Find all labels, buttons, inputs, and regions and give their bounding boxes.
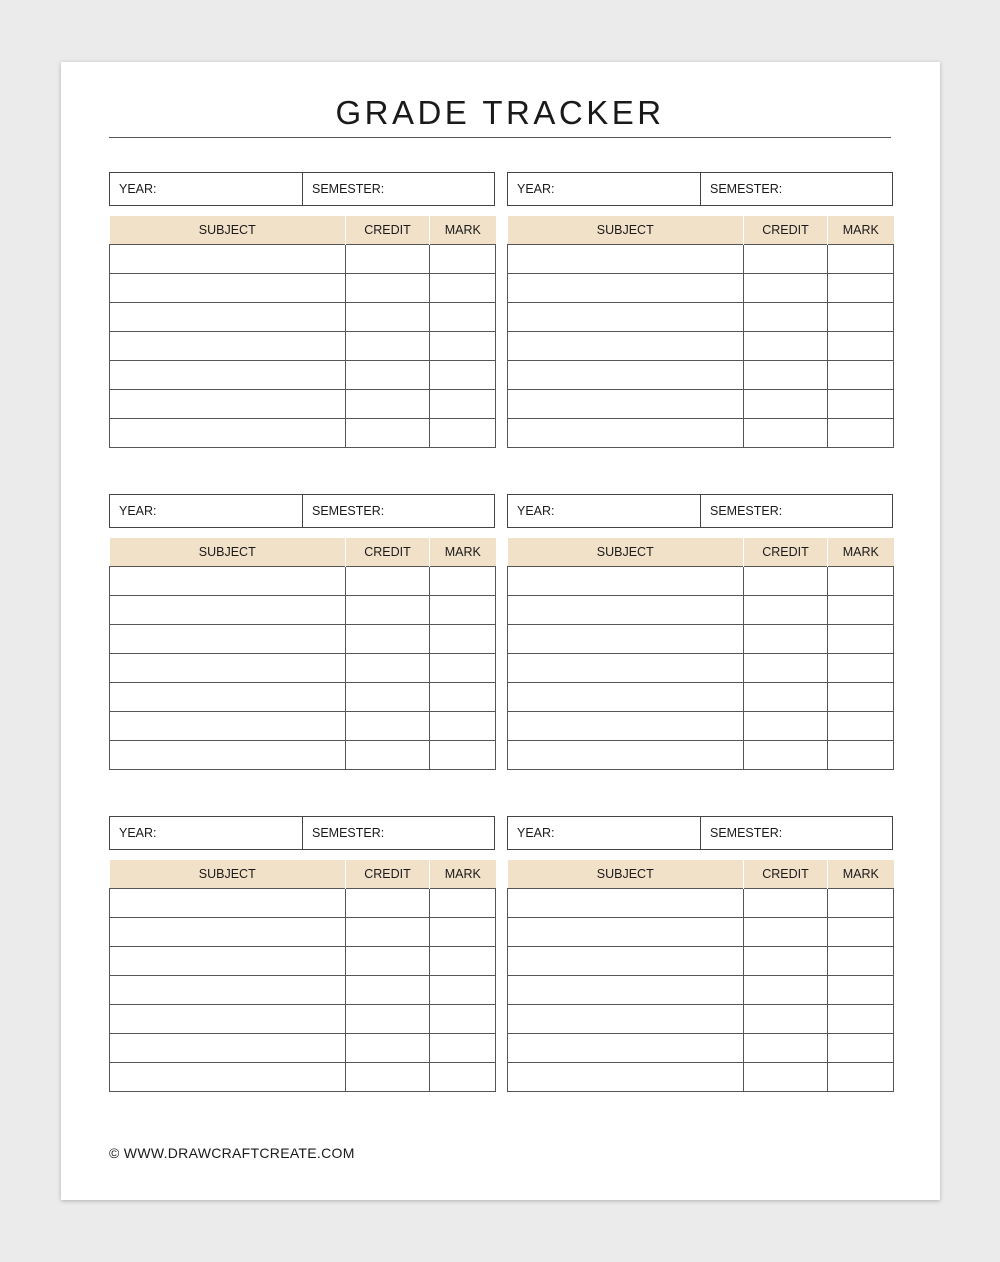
mark-cell[interactable] [430, 596, 496, 625]
page-title: GRADE TRACKER [335, 94, 665, 131]
credit-cell[interactable] [346, 419, 430, 448]
mark-cell[interactable] [430, 1005, 496, 1034]
subject-cell[interactable] [508, 245, 744, 274]
mark-cell[interactable] [430, 1063, 496, 1092]
credit-cell[interactable] [346, 567, 430, 596]
subject-cell[interactable] [110, 918, 346, 947]
table-row [508, 889, 894, 918]
subject-cell[interactable] [508, 683, 744, 712]
table-row [508, 947, 894, 976]
year-field[interactable] [508, 817, 701, 849]
credit-cell[interactable] [346, 596, 430, 625]
subject-header: SUBJECT [110, 860, 346, 889]
credit-cell[interactable] [346, 918, 430, 947]
mark-cell[interactable] [430, 741, 496, 770]
year-field[interactable] [110, 817, 303, 849]
credit-header: CREDIT [744, 216, 828, 245]
table-row [110, 567, 496, 596]
mark-cell[interactable] [430, 625, 496, 654]
grades-table [109, 860, 496, 1092]
semester-label: SEMESTER: [710, 182, 783, 196]
credit-cell[interactable] [744, 332, 828, 361]
mark-cell[interactable] [430, 918, 496, 947]
table-header-row [110, 216, 496, 245]
table-row [508, 567, 894, 596]
year-label: YEAR: [119, 826, 157, 840]
table-row [110, 390, 496, 419]
table-row [508, 1005, 894, 1034]
table-row [508, 625, 894, 654]
credit-cell[interactable] [346, 390, 430, 419]
mark-cell[interactable] [828, 245, 894, 274]
table-row [508, 918, 894, 947]
table-row [508, 332, 894, 361]
table-row [110, 947, 496, 976]
credit-cell[interactable] [744, 567, 828, 596]
table-header-row [508, 860, 894, 889]
table-row [110, 596, 496, 625]
credit-cell[interactable] [346, 683, 430, 712]
subject-header: SUBJECT [508, 216, 744, 245]
mark-header: MARK [430, 538, 496, 567]
year-semester-row [109, 816, 495, 850]
credit-cell[interactable] [744, 245, 828, 274]
subject-cell[interactable] [110, 274, 346, 303]
mark-cell[interactable] [828, 654, 894, 683]
table-row [508, 596, 894, 625]
mark-cell[interactable] [430, 712, 496, 741]
subject-cell[interactable] [508, 625, 744, 654]
semester-block [109, 494, 495, 770]
table-row [508, 654, 894, 683]
year-field[interactable] [508, 173, 701, 205]
mark-cell[interactable] [430, 976, 496, 1005]
year-semester-row [507, 494, 893, 528]
table-row [110, 1034, 496, 1063]
table-row [110, 419, 496, 448]
semester-label: SEMESTER: [312, 504, 385, 518]
credit-cell[interactable] [346, 976, 430, 1005]
credit-cell[interactable] [346, 1063, 430, 1092]
subject-cell[interactable] [110, 947, 346, 976]
table-header-row [110, 860, 496, 889]
credit-cell[interactable] [744, 596, 828, 625]
grades-table [507, 860, 894, 1092]
grades-table [507, 538, 894, 770]
credit-cell[interactable] [346, 1005, 430, 1034]
subject-cell[interactable] [508, 1034, 744, 1063]
mark-cell[interactable] [828, 567, 894, 596]
mark-cell[interactable] [430, 947, 496, 976]
table-row [508, 274, 894, 303]
table-row [110, 303, 496, 332]
subject-cell[interactable] [110, 596, 346, 625]
mark-cell[interactable] [430, 1034, 496, 1063]
year-label: YEAR: [517, 826, 555, 840]
table-row [110, 245, 496, 274]
credit-cell[interactable] [744, 303, 828, 332]
semester-field[interactable] [701, 173, 892, 205]
mark-header: MARK [430, 860, 496, 889]
mark-cell[interactable] [828, 947, 894, 976]
credit-cell[interactable] [744, 976, 828, 1005]
mark-cell[interactable] [828, 1005, 894, 1034]
subject-cell[interactable] [110, 654, 346, 683]
credit-cell[interactable] [744, 654, 828, 683]
mark-cell[interactable] [430, 332, 496, 361]
semester-field[interactable] [303, 495, 494, 527]
subject-cell[interactable] [110, 889, 346, 918]
subject-cell[interactable] [508, 390, 744, 419]
subject-header: SUBJECT [508, 860, 744, 889]
subject-cell[interactable] [508, 274, 744, 303]
credit-header: CREDIT [744, 538, 828, 567]
credit-cell[interactable] [346, 332, 430, 361]
subject-header: SUBJECT [110, 538, 346, 567]
subject-cell[interactable] [508, 361, 744, 390]
credit-cell[interactable] [744, 1034, 828, 1063]
mark-cell[interactable] [430, 303, 496, 332]
year-label: YEAR: [119, 182, 157, 196]
credit-cell[interactable] [744, 1005, 828, 1034]
table-row [110, 918, 496, 947]
table-row [508, 1063, 894, 1092]
credit-cell[interactable] [346, 245, 430, 274]
credit-cell[interactable] [346, 361, 430, 390]
mark-header: MARK [828, 860, 894, 889]
subject-cell[interactable] [508, 947, 744, 976]
table-row [508, 741, 894, 770]
subject-cell[interactable] [508, 332, 744, 361]
table-row [110, 976, 496, 1005]
credit-cell[interactable] [346, 1034, 430, 1063]
mark-cell[interactable] [828, 889, 894, 918]
credit-cell[interactable] [744, 274, 828, 303]
table-row [110, 274, 496, 303]
credit-cell[interactable] [346, 625, 430, 654]
mark-cell[interactable] [828, 332, 894, 361]
table-header-row [110, 538, 496, 567]
subject-header: SUBJECT [508, 538, 744, 567]
grades-table [507, 216, 894, 448]
subject-cell[interactable] [110, 245, 346, 274]
mark-cell[interactable] [828, 683, 894, 712]
credit-cell[interactable] [744, 1063, 828, 1092]
mark-cell[interactable] [430, 683, 496, 712]
grades-table [109, 216, 496, 448]
subject-cell[interactable] [508, 712, 744, 741]
mark-cell[interactable] [430, 390, 496, 419]
year-semester-row [109, 494, 495, 528]
table-row [508, 683, 894, 712]
credit-cell[interactable] [744, 741, 828, 770]
table-row [110, 625, 496, 654]
subject-cell[interactable] [508, 419, 744, 448]
mark-cell[interactable] [828, 1063, 894, 1092]
mark-cell[interactable] [430, 654, 496, 683]
subject-cell[interactable] [110, 1005, 346, 1034]
subject-cell[interactable] [508, 654, 744, 683]
credit-header: CREDIT [744, 860, 828, 889]
subject-cell[interactable] [508, 889, 744, 918]
table-row [508, 303, 894, 332]
mark-cell[interactable] [430, 567, 496, 596]
year-label: YEAR: [517, 182, 555, 196]
semester-block [109, 172, 495, 448]
credit-cell[interactable] [744, 712, 828, 741]
year-label: YEAR: [517, 504, 555, 518]
mark-cell[interactable] [828, 741, 894, 770]
table-row [110, 1005, 496, 1034]
credit-cell[interactable] [744, 889, 828, 918]
subject-cell[interactable] [110, 361, 346, 390]
title-divider [109, 137, 891, 138]
table-header-row [508, 216, 894, 245]
year-field[interactable] [110, 173, 303, 205]
subject-cell[interactable] [110, 419, 346, 448]
semester-field[interactable] [701, 495, 892, 527]
table-row [110, 654, 496, 683]
mark-cell[interactable] [430, 889, 496, 918]
subject-header: SUBJECT [110, 216, 346, 245]
table-row [508, 361, 894, 390]
semester-label: SEMESTER: [312, 182, 385, 196]
credit-cell[interactable] [744, 918, 828, 947]
table-header-row [508, 538, 894, 567]
credit-cell[interactable] [346, 712, 430, 741]
year-semester-row [507, 172, 893, 206]
semester-block [507, 172, 893, 448]
table-row [110, 889, 496, 918]
mark-header: MARK [430, 216, 496, 245]
table-row [508, 245, 894, 274]
subject-cell[interactable] [508, 1063, 744, 1092]
subject-cell[interactable] [110, 390, 346, 419]
grades-table [109, 538, 496, 770]
subject-cell[interactable] [508, 567, 744, 596]
mark-cell[interactable] [828, 419, 894, 448]
subject-cell[interactable] [110, 741, 346, 770]
mark-cell[interactable] [430, 361, 496, 390]
mark-cell[interactable] [828, 361, 894, 390]
subject-cell[interactable] [110, 683, 346, 712]
subject-cell[interactable] [110, 1034, 346, 1063]
table-row [508, 976, 894, 1005]
subject-cell[interactable] [110, 332, 346, 361]
table-row [508, 712, 894, 741]
subject-cell[interactable] [110, 625, 346, 654]
credit-cell[interactable] [346, 274, 430, 303]
credit-header: CREDIT [346, 216, 430, 245]
mark-cell[interactable] [828, 712, 894, 741]
table-row [508, 390, 894, 419]
website-footer: © WWW.DRAWCRAFTCREATE.COM [109, 1145, 355, 1161]
mark-cell[interactable] [828, 918, 894, 947]
semester-block [109, 816, 495, 1092]
semester-field[interactable] [303, 173, 494, 205]
mark-cell[interactable] [430, 274, 496, 303]
mark-cell[interactable] [828, 274, 894, 303]
year-field[interactable] [110, 495, 303, 527]
mark-cell[interactable] [430, 419, 496, 448]
mark-cell[interactable] [828, 976, 894, 1005]
subject-cell[interactable] [508, 741, 744, 770]
subject-cell[interactable] [110, 1063, 346, 1092]
subject-cell[interactable] [508, 303, 744, 332]
credit-cell[interactable] [744, 625, 828, 654]
credit-cell[interactable] [744, 947, 828, 976]
year-label: YEAR: [119, 504, 157, 518]
semester-label: SEMESTER: [710, 504, 783, 518]
subject-cell[interactable] [508, 596, 744, 625]
subject-cell[interactable] [110, 712, 346, 741]
semester-block [507, 816, 893, 1092]
subject-cell[interactable] [110, 567, 346, 596]
semester-block [507, 494, 893, 770]
year-semester-row [507, 816, 893, 850]
table-row [110, 741, 496, 770]
mark-cell[interactable] [828, 303, 894, 332]
table-row [110, 361, 496, 390]
subject-cell[interactable] [110, 303, 346, 332]
mark-cell[interactable] [828, 596, 894, 625]
credit-cell[interactable] [346, 303, 430, 332]
semester-label: SEMESTER: [312, 826, 385, 840]
table-row [110, 1063, 496, 1092]
table-row [110, 683, 496, 712]
table-row [508, 1034, 894, 1063]
credit-cell[interactable] [744, 683, 828, 712]
table-row [110, 332, 496, 361]
mark-cell[interactable] [430, 245, 496, 274]
credit-cell[interactable] [346, 889, 430, 918]
mark-cell[interactable] [828, 390, 894, 419]
credit-cell[interactable] [346, 741, 430, 770]
subject-cell[interactable] [508, 1005, 744, 1034]
subject-cell[interactable] [508, 918, 744, 947]
credit-cell[interactable] [744, 419, 828, 448]
mark-header: MARK [828, 538, 894, 567]
semester-field[interactable] [701, 817, 892, 849]
mark-cell[interactable] [828, 1034, 894, 1063]
year-semester-row [109, 172, 495, 206]
mark-header: MARK [828, 216, 894, 245]
credit-cell[interactable] [346, 947, 430, 976]
year-field[interactable] [508, 495, 701, 527]
credit-cell[interactable] [346, 654, 430, 683]
semester-field[interactable] [303, 817, 494, 849]
credit-cell[interactable] [744, 361, 828, 390]
credit-header: CREDIT [346, 860, 430, 889]
semester-label: SEMESTER: [710, 826, 783, 840]
subject-cell[interactable] [508, 976, 744, 1005]
subject-cell[interactable] [110, 976, 346, 1005]
credit-cell[interactable] [744, 390, 828, 419]
table-row [508, 419, 894, 448]
mark-cell[interactable] [828, 625, 894, 654]
table-row [110, 712, 496, 741]
credit-header: CREDIT [346, 538, 430, 567]
